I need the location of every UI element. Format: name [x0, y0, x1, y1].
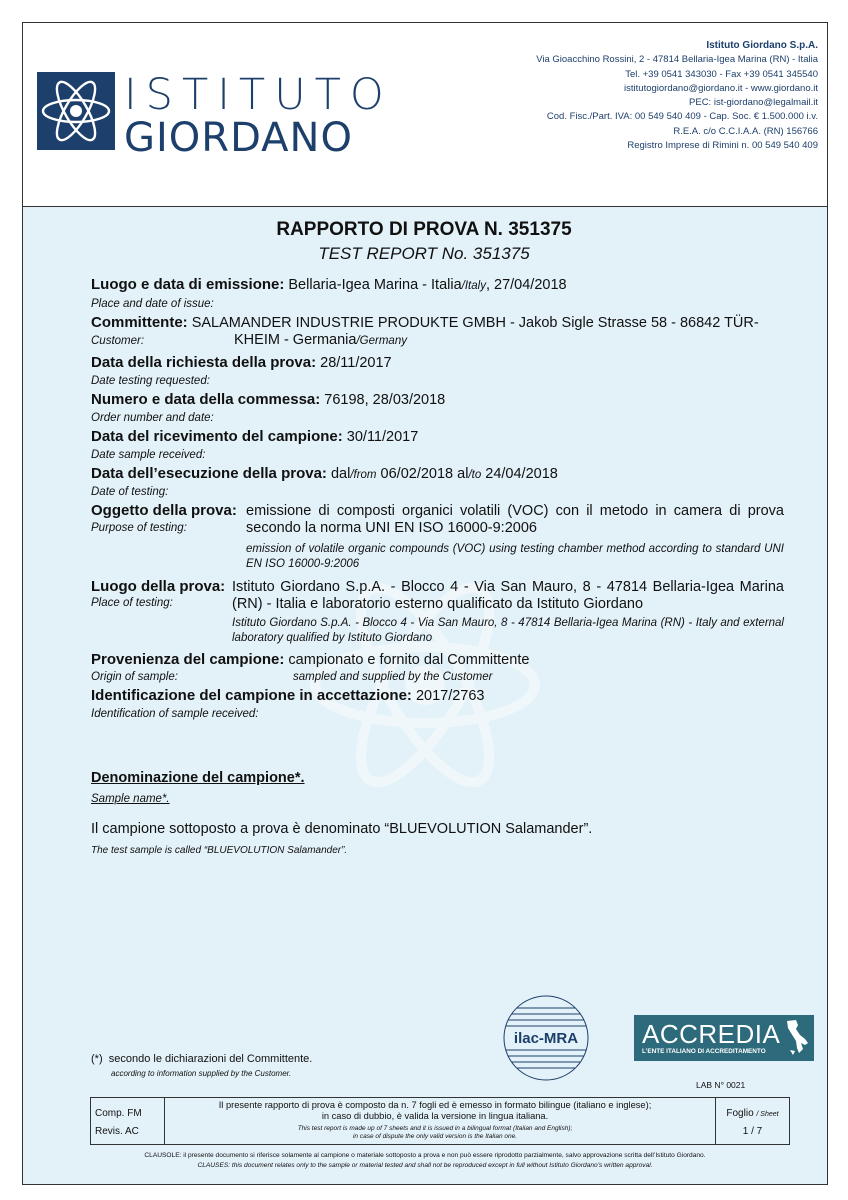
origin-label: Provenienza del campione:: [91, 651, 285, 668]
footer-cell-sheet: [716, 1098, 789, 1144]
place-value: Istituto Giordano S.p.A. - Blocco 4 - Via San Mauro, 8 - 47814 Bellaria-Igea Marina (RN) - Italia e laboratorio esterno qualificato da Istituto Giordano: [232, 579, 784, 612]
purpose-row: [91, 502, 237, 519]
company-address: [536, 39, 818, 153]
testing-row: [91, 465, 558, 482]
purpose-value: emissione di composti organici volatili (VOC) con il metodo in camera di prova secondo la norma UNI EN ISO 16000-9:2006: [246, 503, 784, 536]
purpose-sub: Purpose of testing:: [91, 522, 187, 534]
customer-row-2: [234, 332, 407, 348]
customer-value-2: KHEIM - Germania: [234, 332, 357, 348]
identification-sub: Identification of sample received:: [91, 708, 259, 720]
identification-value: 2017/2763: [415, 688, 485, 704]
request-label: Data della richiesta della prova:: [91, 354, 317, 371]
footer-info-en-line: This test report is made up of 7 sheets and it is issued in a bilingual format (Italian and English);: [297, 1125, 573, 1132]
footnote-text: secondo le dichiarazioni del Committente.: [108, 1053, 313, 1065]
company-name: Istituto Giordano S.p.A.: [706, 40, 818, 51]
italy-map-icon: [784, 1019, 810, 1057]
testing-from: /from: [350, 469, 377, 481]
sample-description-en: The test sample is called “BLUEVOLUTION Salamander”.: [91, 845, 348, 856]
testing-to: /to: [468, 469, 482, 481]
footer-info-line: Il presente rapporto di prova è composto da n. 7 fogli ed è emesso in formato bilingue (italiano e inglese);: [218, 1100, 652, 1110]
order-row: [91, 391, 445, 408]
footer-info-en-line: in case of dispute the only valid version is the Italian one.: [352, 1133, 518, 1140]
received-label: Data del ricevimento del campione:: [91, 428, 343, 445]
customer-country-en: /Germany: [356, 335, 407, 347]
received-row: [91, 428, 418, 445]
atom-logo-icon: [37, 72, 115, 150]
lab-number: LAB N° 0021: [696, 1080, 746, 1090]
accredia-wordmark: ACCREDIA: [642, 1019, 781, 1049]
request-sub: Date testing requested:: [91, 375, 210, 387]
customer-label: Committente:: [91, 314, 188, 331]
footnote-en: according to information supplied by the Customer.: [111, 1069, 292, 1078]
footnote: [91, 1053, 312, 1065]
issue-value: Bellaria-Igea Marina - Italia: [288, 277, 462, 293]
logo-wordmark-bottom: GIORDANO: [124, 115, 353, 161]
order-sub: Order number and date:: [91, 412, 214, 424]
footer-info-line: in caso di dubbio, è valida la versione in lingua italiana.: [321, 1110, 549, 1121]
company-line: istitutogiordano@giordano.it - www.giordano.it: [624, 82, 818, 94]
page-number: 1 / 7: [742, 1126, 763, 1137]
testing-date-end: 24/04/2018: [481, 466, 558, 482]
ilac-logo-text: ilac-MRA: [513, 1030, 579, 1047]
customer-value: SALAMANDER INDUSTRIE PRODUKTE GMBH - Jakob Sigle Strasse 58 - 86842 TÜR-: [191, 315, 759, 331]
origin-row: [91, 651, 529, 668]
place-label: Luogo della prova:: [91, 578, 226, 595]
company-line: R.E.A. c/o C.C.I.A.A. (RN) 156766: [673, 125, 818, 137]
accredia-tagline: L’ENTE ITALIANO DI ACCREDITAMENTO: [642, 1048, 766, 1055]
origin-value-en: sampled and supplied by the Customer: [293, 671, 493, 683]
issue-date: , 27/04/2018: [485, 277, 567, 293]
clause-text-en: CLAUSES: this document relates only to the sample or material tested and shall not be reproduced except in full without Istituto Giordano’s written approval.: [197, 1162, 653, 1169]
testing-dal: dal: [330, 466, 351, 482]
footer-info-en: [165, 1125, 705, 1141]
footnote-mark: (*): [91, 1053, 103, 1065]
issue-label: Luogo e data di emissione:: [91, 276, 285, 293]
company-line: Cod. Fisc./Part. IVA: 00 549 540 409 - Cap. Soc. € 1.500.000 i.v.: [546, 111, 818, 123]
revis-label: Revis. AC: [95, 1126, 139, 1137]
order-label: Numero e data della commessa:: [91, 391, 321, 408]
sample-description: Il campione sottoposto a prova è denominato “BLUEVOLUTION Salamander”.: [91, 821, 593, 837]
sample-name-heading-en: Sample name*.: [91, 793, 170, 805]
identification-row: [91, 687, 484, 704]
place-sub: Place of testing:: [91, 597, 173, 609]
report-title: RAPPORTO DI PROVA N. 351375: [276, 219, 572, 240]
place-value-en: Istituto Giordano S.p.A. - Blocco 4 - Via San Mauro, 8 - 47814 Bellaria-Igea Marina (RN) - Italy and external laboratory qualified by Istituto Giordano: [232, 617, 784, 644]
request-row: [91, 354, 392, 371]
purpose-label: Oggetto della prova:: [91, 502, 237, 519]
sheet-label-en: / Sheet: [756, 1111, 779, 1118]
issue-sub: Place and date of issue:: [91, 298, 214, 310]
company-line: PEC: ist-giordano@legalmail.it: [689, 97, 818, 109]
sheet-label: [716, 1108, 789, 1119]
ilac-mra-logo: [502, 994, 590, 1082]
origin-value: campionato e fornito dal Committente: [288, 652, 530, 668]
testing-sub: Date of testing:: [91, 486, 169, 498]
received-sub: Date sample received:: [91, 449, 206, 461]
report-title-english: TEST REPORT No. 351375: [318, 244, 530, 263]
issue-value-en: /Italy: [461, 280, 486, 292]
foglio-label: Foglio: [726, 1108, 754, 1119]
order-value: 76198, 28/03/2018: [324, 392, 446, 408]
company-line: Via Gioacchino Rossini, 2 - 47814 Bellaria-Igea Marina (RN) - Italia: [536, 54, 818, 66]
footer-info: [165, 1100, 705, 1121]
origin-sub: Origin of sample:: [91, 671, 178, 683]
accredia-logo: [634, 1015, 814, 1061]
company-line: Tel. +39 0541 343030 - Fax +39 0541 345540: [625, 68, 818, 80]
customer-row: [91, 314, 759, 331]
testing-label: Data dell’esecuzione della prova:: [91, 465, 327, 482]
logo-wordmark-top: ISTITUTO: [124, 70, 393, 120]
purpose-value-en: emission of volatile organic compounds (VOC) using testing chamber method according to standard UNI EN ISO 16000-9:2006: [246, 543, 784, 570]
footer-cell-revision: [91, 1098, 165, 1144]
company-line: Registro Imprese di Rimini n. 00 549 540 409: [627, 140, 818, 152]
request-value: 28/11/2017: [320, 355, 392, 371]
comp-label: Comp. FM: [95, 1108, 142, 1119]
issue-row: [91, 276, 567, 293]
place-row: [91, 578, 225, 595]
testing-date-start: 06/02/2018 al: [376, 466, 469, 482]
sample-name-heading: Denominazione del campione*.: [91, 770, 305, 786]
received-value: 30/11/2017: [346, 429, 419, 445]
customer-sub: Customer:: [91, 335, 145, 347]
identification-label: Identificazione del campione in accettazione:: [91, 687, 412, 704]
clause-text: CLAUSOLE: il presente documento si riferisce solamente al campione o materiale sottoposto a prova e non può essere riprodotto parzialmente, salvo approvazione scritta dell’Istituto Giordano.: [144, 1152, 706, 1159]
